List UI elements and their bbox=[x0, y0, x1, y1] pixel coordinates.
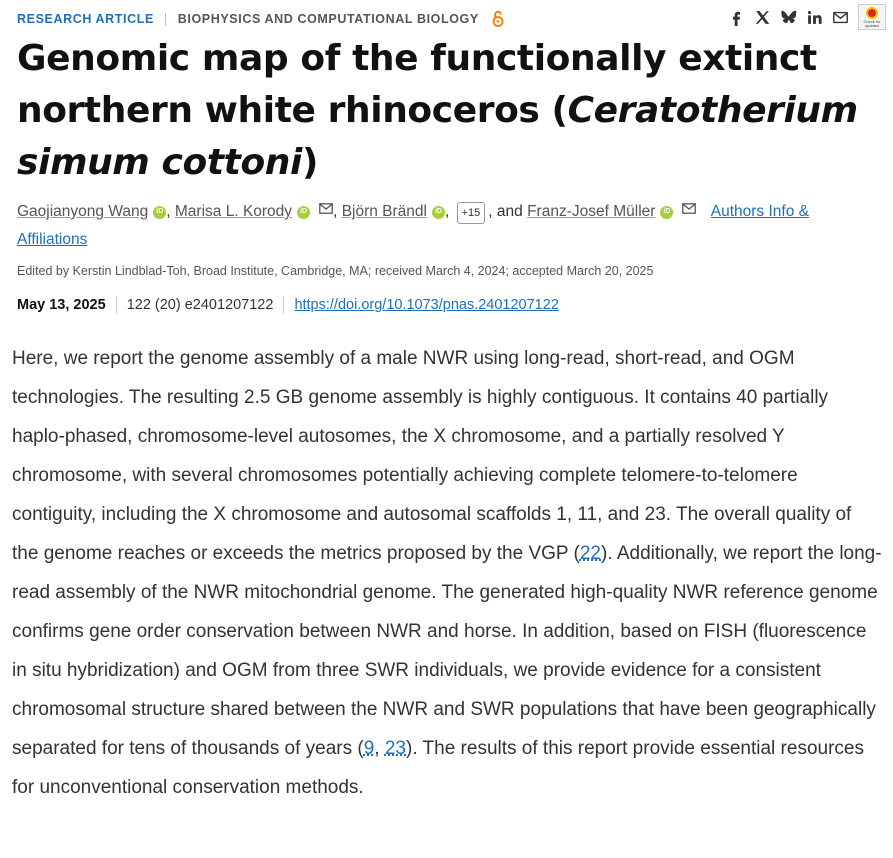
author-link[interactable]: Marisa L. Korody bbox=[174, 203, 293, 220]
more-authors-button[interactable]: +15 bbox=[457, 202, 486, 224]
author-link[interactable]: Björn Brändl bbox=[341, 203, 427, 220]
email-icon[interactable] bbox=[319, 203, 333, 214]
article-title: Genomic map of the functionally extinct northern white rhinoceros (Ceratotherium simum cottoni) bbox=[17, 38, 858, 183]
email-icon[interactable] bbox=[682, 203, 696, 214]
section-link[interactable]: BIOPHYSICS AND COMPUTATIONAL BIOLOGY bbox=[177, 12, 479, 26]
publication-meta bbox=[17, 296, 559, 314]
facebook-icon[interactable] bbox=[728, 9, 745, 26]
article-kicker bbox=[17, 10, 505, 28]
authors-info-link[interactable]: Authors Info & Affiliations bbox=[17, 203, 809, 248]
check-updates-text: Check for updates bbox=[863, 19, 881, 28]
meta-divider bbox=[116, 296, 117, 314]
check-updates-icon bbox=[866, 7, 878, 19]
open-access-icon bbox=[491, 10, 505, 28]
check-for-updates-badge[interactable] bbox=[858, 4, 886, 30]
author-link[interactable]: Franz-Josef Müller bbox=[527, 203, 656, 220]
author-link[interactable]: Gaojianyong Wang bbox=[17, 203, 149, 220]
meta-divider bbox=[283, 296, 284, 314]
author-list: Gaojianyong Wang iD , Marisa L. Korody iD , Björn Brändl iD , +15 , and Franz-Josef Müller iD Authors Info & Affiliations bbox=[17, 203, 809, 248]
reference-link[interactable]: 22 bbox=[579, 543, 601, 564]
orcid-icon[interactable]: iD bbox=[297, 206, 310, 219]
share-bar bbox=[728, 4, 886, 30]
doi-link[interactable]: https://doi.org/10.1073/pnas.2401207122 bbox=[294, 297, 559, 313]
reference-link[interactable]: 23 bbox=[384, 738, 406, 759]
reference-link[interactable]: 9 bbox=[363, 738, 375, 759]
email-icon[interactable] bbox=[832, 9, 849, 26]
x-icon[interactable] bbox=[754, 9, 771, 26]
bluesky-icon[interactable] bbox=[780, 9, 797, 26]
species-name: Ceratotherium simum cottoni bbox=[17, 90, 858, 183]
linkedin-icon[interactable] bbox=[806, 9, 823, 26]
orcid-icon[interactable]: iD bbox=[660, 206, 673, 219]
orcid-icon[interactable]: iD bbox=[432, 206, 445, 219]
publication-date: May 13, 2025 bbox=[17, 297, 106, 313]
citation-info: 122 (20) e2401207122 bbox=[126, 297, 274, 313]
editorial-note: Edited by Kerstin Lindblad-Toh, Broad Institute, Cambridge, MA; received March 4, 2024; accepted March 20, 2025 bbox=[17, 264, 654, 278]
orcid-icon[interactable]: iD bbox=[153, 206, 166, 219]
kicker-separator: | bbox=[163, 12, 168, 26]
abstract-paragraph: Here, we report the genome assembly of a male NWR using long-read, short-read, and OGM technologies. The resulting 2.5 GB genome assembly is highly contiguous. It contains 40 partially haplo-phased, chromosome-level autosomes, the X chromosome, and a partially resolved Y chromosome, with several chromosomes potentially achieving complete telomere-to-telomere contiguity, including the X chromosome and autosomal scaffolds 1, 11, and 23. The overall quality of the genome reaches or exceeds the metrics proposed by the VGP (22). Additionally, we report the long-read assembly of the NWR mitochondrial genome. The generated high-quality NWR reference genome confirms gene order conservation between NWR and horse. In addition, based on FISH (fluorescence in situ hybridization) and OGM from three SWR individuals, we provide evidence for a consistent chromosomal structure shared between the NWR and SWR populations that have been geographically separated for tens of thousands of years (9, 23). The results of this report provide essential resources for unconventional conservation methods. bbox=[12, 348, 882, 798]
article-type-link[interactable]: RESEARCH ARTICLE bbox=[17, 12, 154, 26]
